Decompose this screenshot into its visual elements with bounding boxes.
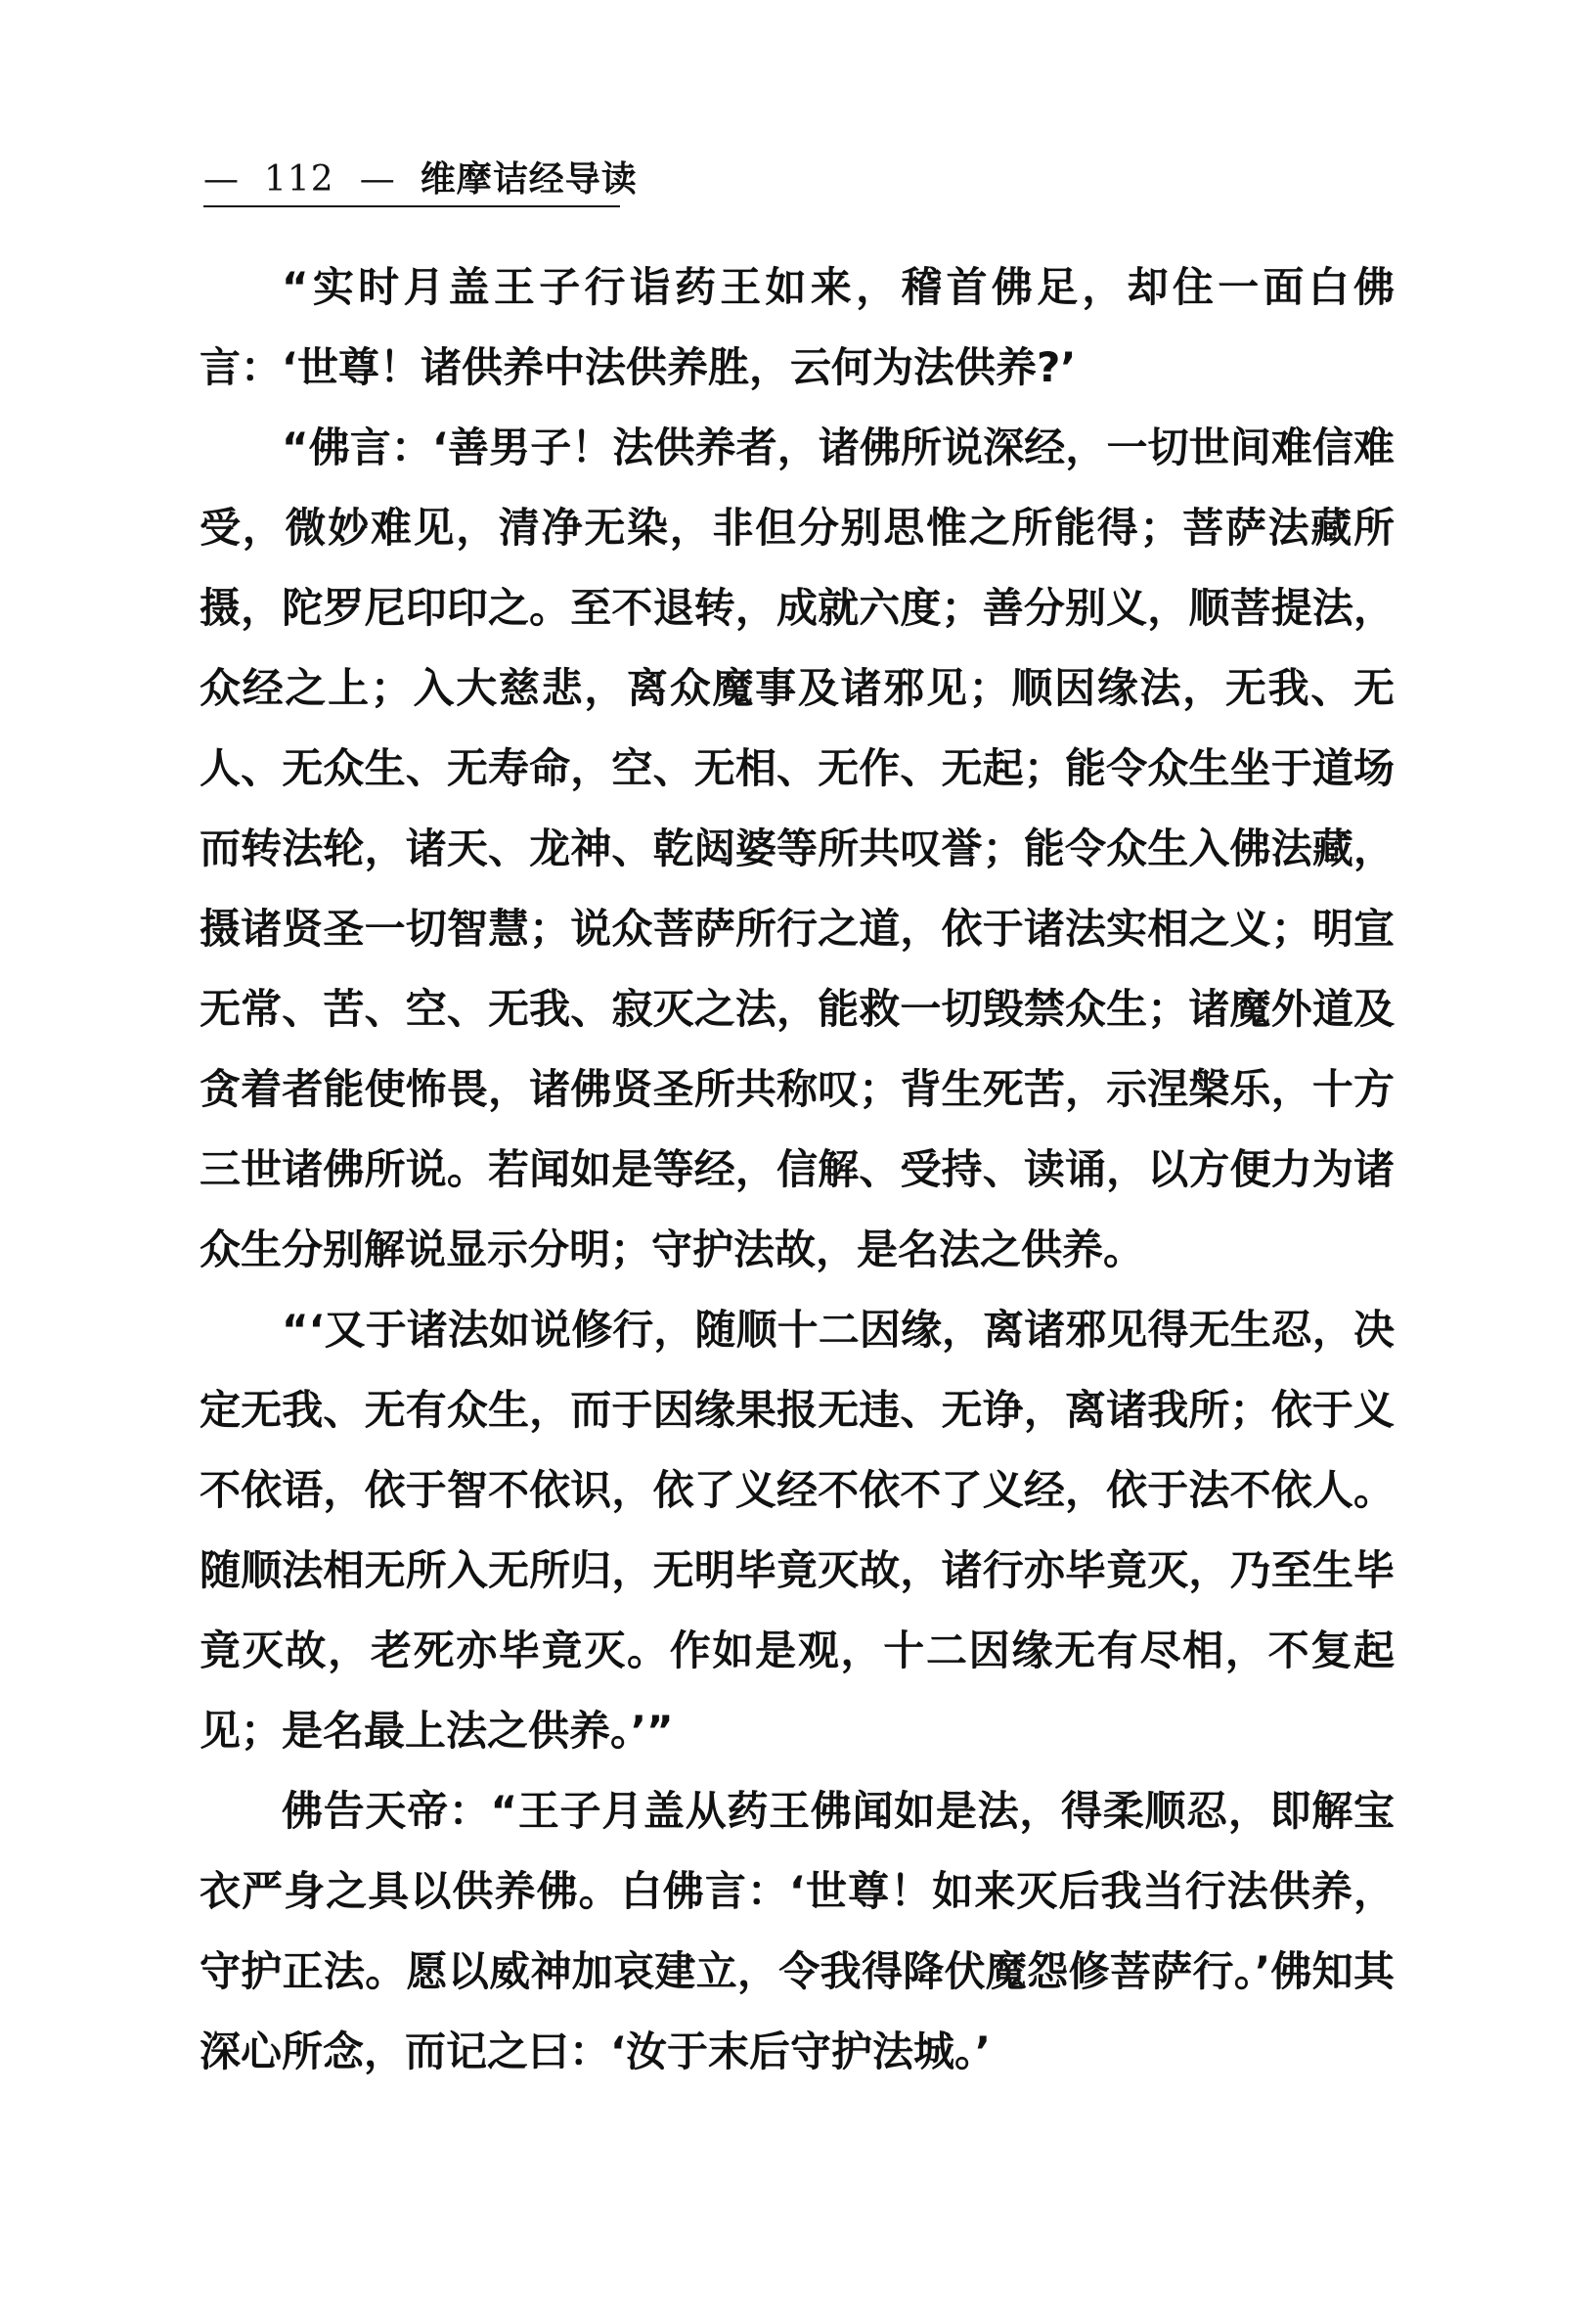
paragraph: “佛言：‘善男子！法供养者，诸佛所说深经，一切世间难信难受，微妙难见，清净无染，非但分别思惟之所能得；菩萨法藏所摄，陀罗尼印印之。至不退转，成就六度；善分别义，顺菩提法，众经之上；入大慈悲，离众魔事及诸邪见；顺因缘法，无我、无人、无众生、无寿命，空、无相、无作、无起；能令众生坐于道场而转法轮，诸天、龙神、乾闼婆等所共叹誉；能令众生入佛法藏，摄诸贤圣一切智慧；说众菩萨所行之道，依于诸法实相之义；明宣无常、苦、空、无我、寂灭之法，能救一切毁禁众生；诸魔外道及贪着者能使怖畏，诸佛贤圣所共称叹；背生死苦，示涅槃乐，十方三世诸佛所说。若闻如是等经，信解、受持、读诵，以方便力为诸众生分别解说显示分明；守护法故，是名法之供养。 [200, 423, 1395, 1273]
paragraph: 佛告天帝：“王子月盖从药王佛闻如是法，得柔顺忍，即解宝衣严身之具以供养佛。白佛言：‘世尊！如来灭后我当行法供养，守护正法。愿以威神加哀建立，令我得降伏魔怨修菩萨行。’佛知其深心所念，而记之曰：‘汝于末后守护法城。’ [200, 1787, 1395, 2075]
paragraph: “‘又于诸法如说修行，随顺十二因缘，离诸邪见得无生忍，决定无我、无有众生，而于因缘果报无违、无诤，离诸我所；依于义不依语，依于智不依识，依了义经不依不了义经，依于法不依人。随顺法相无所入无所归，无明毕竟灭故，诸行亦毕竟灭，乃至生毕竟灭故，老死亦毕竟灭。作如是观，十二因缘无有尽相，不复起见；是名最上法之供养。’” [200, 1306, 1395, 1755]
body-text [200, 247, 1395, 2092]
header-dash-right: — [359, 159, 395, 200]
book-title: 维摩诘经导读 [420, 158, 638, 200]
header-dash-left: — [203, 159, 239, 200]
header-rule [203, 205, 620, 207]
page-number: 112 [264, 159, 334, 200]
running-header [203, 155, 638, 207]
paragraph: “实时月盖王子行诣药王如来，稽首佛足，却住一面白佛言：‘世尊！诸供养中法供养胜，云何为法供养?’ [200, 263, 1395, 391]
